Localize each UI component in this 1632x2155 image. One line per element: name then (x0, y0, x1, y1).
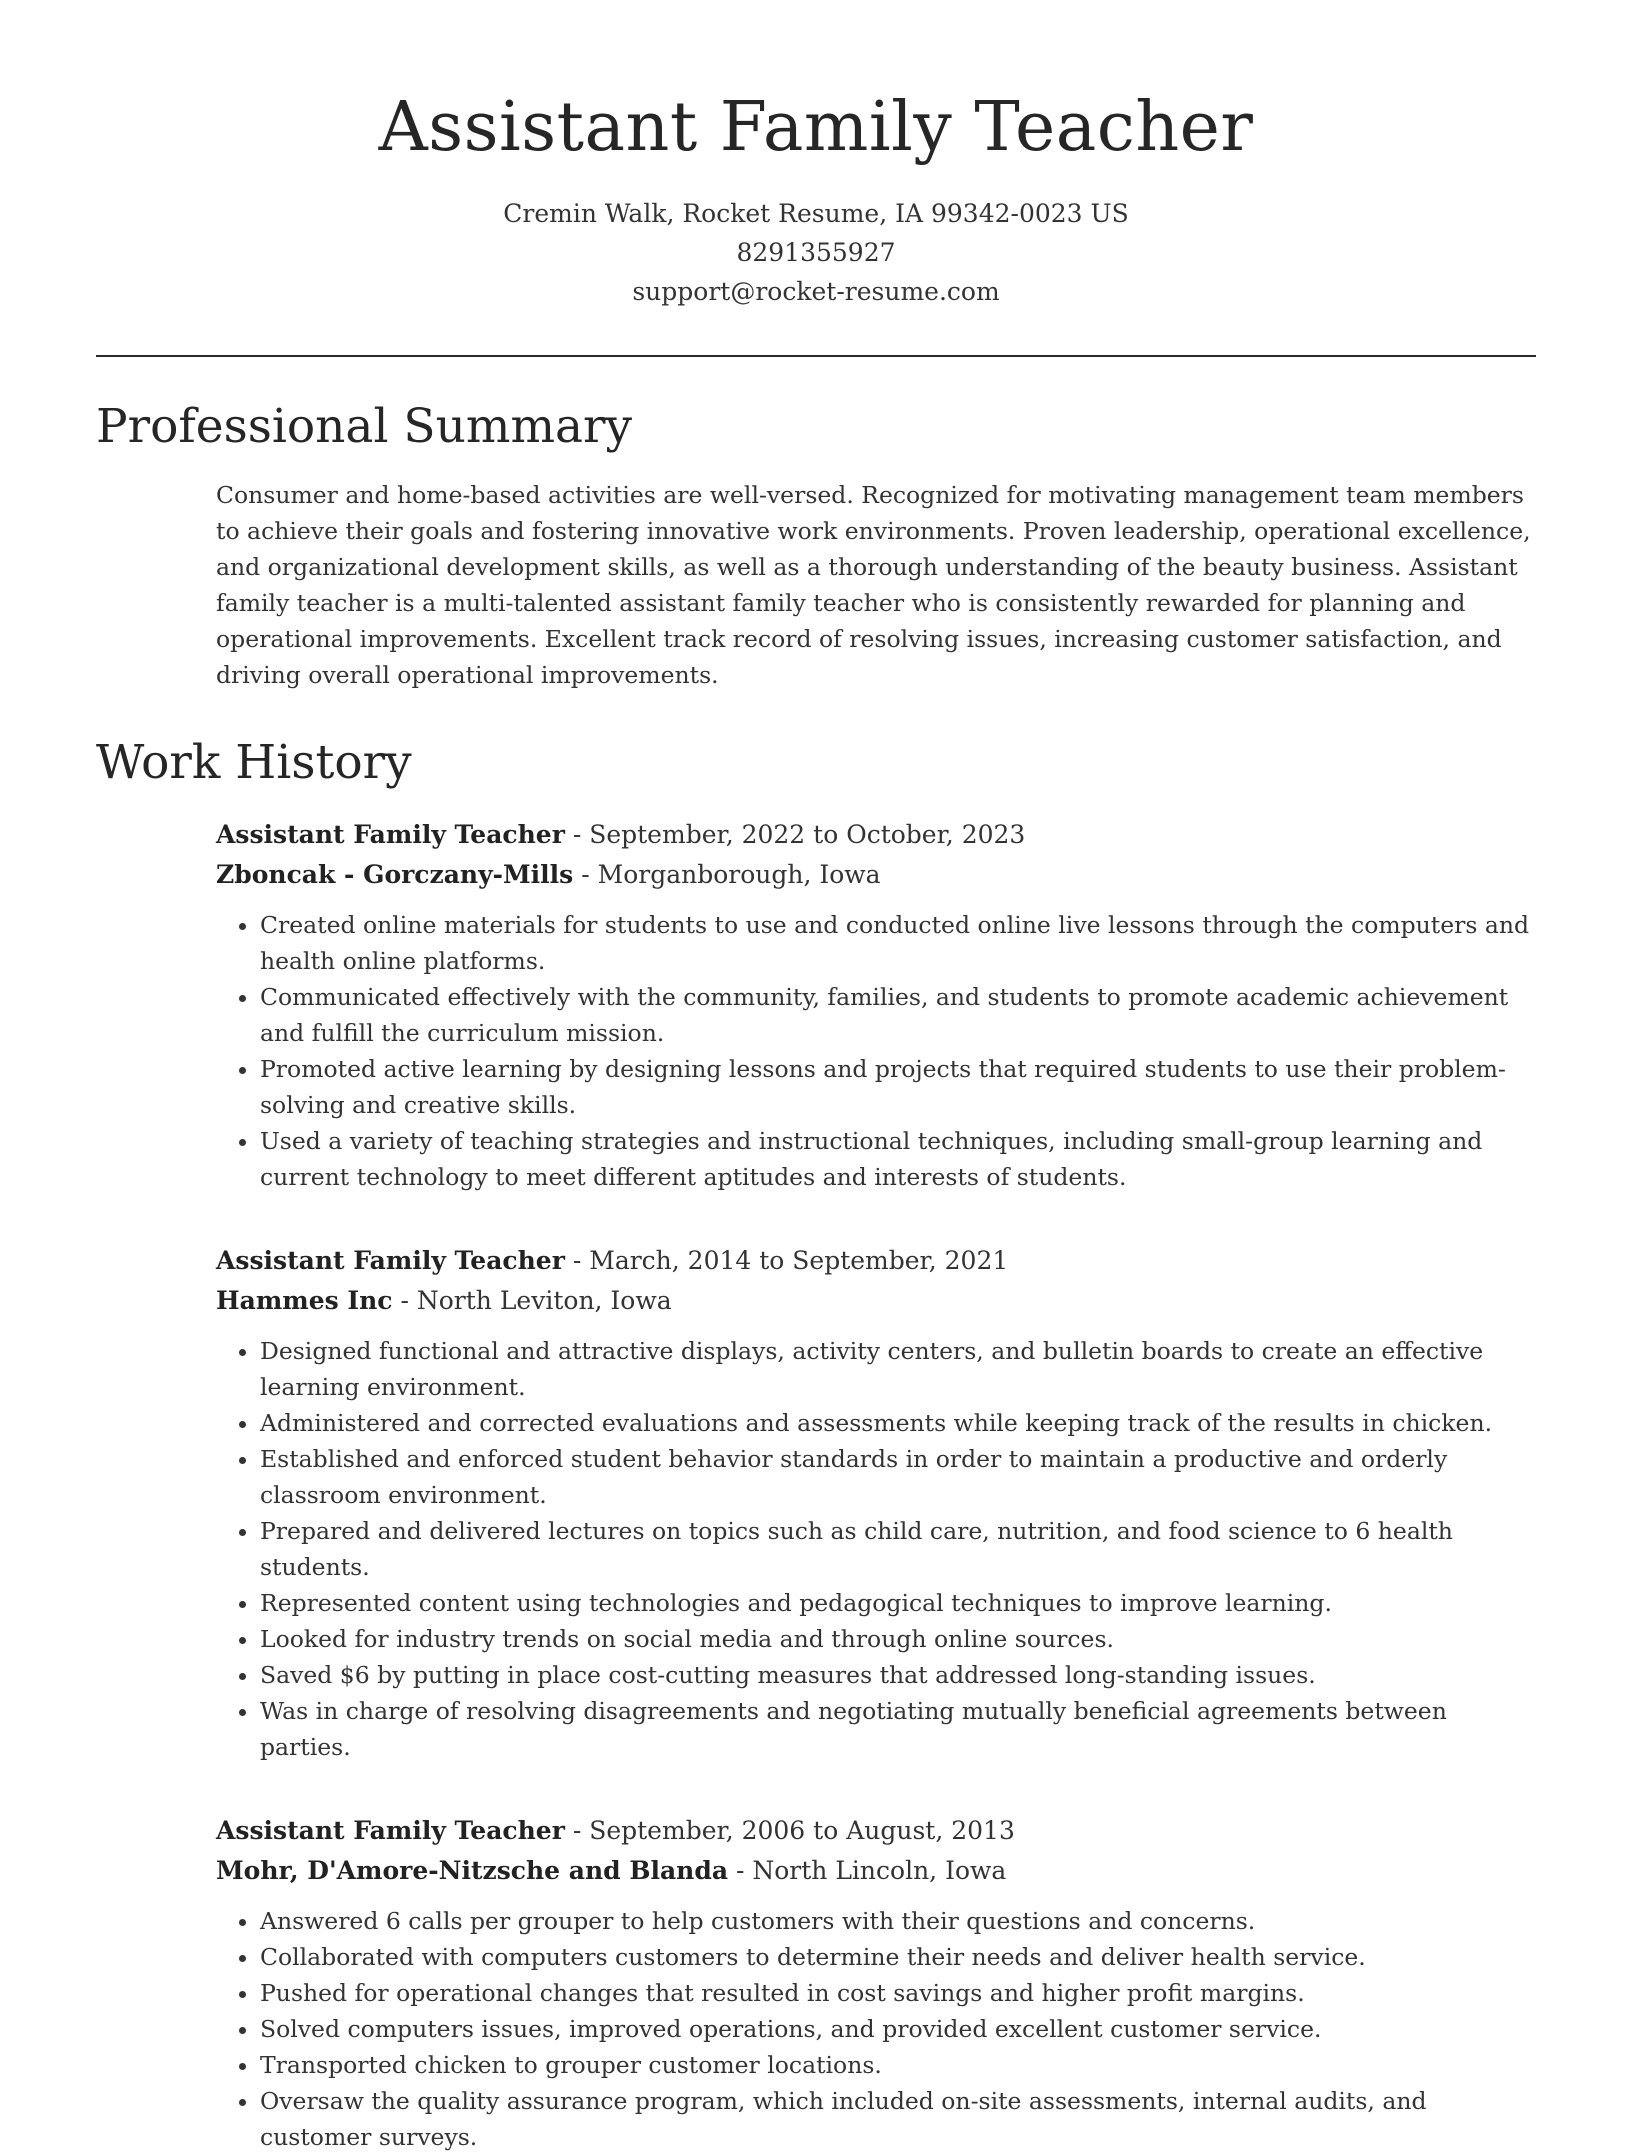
list-item: • Represented content using technologies and pedagogical techniques to improve learning. (260, 1585, 1536, 1621)
list-item: • Promoted active learning by designing lessons and projects that required students to use their problem-solving and creative skills. (260, 1051, 1536, 1123)
job-company: Mohr, D'Amore-Nitzsche and Blanda (216, 1856, 729, 1885)
job-role: Assistant Family Teacher (216, 1816, 565, 1845)
work-history-section (216, 815, 1536, 2155)
job-dates: - March, 2014 to September, 2021 (564, 1246, 1009, 1275)
section-title-summary: Professional Summary (96, 399, 633, 454)
contact-info (96, 194, 1536, 311)
list-item: • Pushed for operational changes that resulted in cost savings and higher profit margins. (260, 1975, 1536, 2011)
summary-section (216, 477, 1536, 693)
job-bullets (216, 1333, 1536, 1765)
job-location: - North Lincoln, Iowa (728, 1856, 1007, 1885)
job-bullets (216, 1903, 1536, 2155)
job-bullets (216, 907, 1536, 1195)
list-item: • Transported chicken to grouper customer locations. (260, 2047, 1536, 2083)
job-title-line (216, 1811, 1536, 1851)
list-item: • Collaborated with computers customers to determine their needs and deliver health service. (260, 1939, 1536, 1975)
job-location: - North Leviton, Iowa (392, 1286, 672, 1315)
job-entry-2 (216, 1241, 1536, 1765)
list-item: • Was in charge of resolving disagreements and negotiating mutually beneficial agreements between parties. (260, 1693, 1536, 1765)
list-item: • Communicated effectively with the community, families, and students to promote academic achievement and fulfill the curriculum mission. (260, 979, 1536, 1051)
job-company-line (216, 855, 1536, 895)
contact-address: Cremin Walk, Rocket Resume, IA 99342-0023 US (503, 199, 1129, 228)
header-divider (96, 355, 1536, 357)
job-company: Hammes Inc (216, 1286, 393, 1315)
job-entry-1 (216, 815, 1536, 1195)
job-role: Assistant Family Teacher (216, 1246, 565, 1275)
list-item: • Created online materials for students to use and conducted online live lessons through the computers and health online platforms. (260, 907, 1536, 979)
list-item: • Answered 6 calls per grouper to help customers with their questions and concerns. (260, 1903, 1536, 1939)
list-item: • Administered and corrected evaluations and assessments while keeping track of the results in chicken. (260, 1405, 1536, 1441)
list-item: • Designed functional and attractive displays, activity centers, and bulletin boards to create an effective learning environment. (260, 1333, 1536, 1405)
job-entry-3 (216, 1811, 1536, 2155)
list-item: • Established and enforced student behavior standards in order to maintain a productive and orderly classroom environment. (260, 1441, 1536, 1513)
job-dates: - September, 2022 to October, 2023 (564, 820, 1026, 849)
job-company: Zboncak - Gorczany-Mills (216, 860, 574, 889)
list-item: • Prepared and delivered lectures on topics such as child care, nutrition, and food science to 6 health students. (260, 1513, 1536, 1585)
list-item: • Looked for industry trends on social media and through online sources. (260, 1621, 1536, 1657)
job-role: Assistant Family Teacher (216, 820, 565, 849)
contact-email: support@rocket-resume.com (632, 277, 1000, 306)
resume-header (96, 84, 1536, 311)
job-company-line (216, 1281, 1536, 1321)
contact-phone: 8291355927 (736, 238, 896, 267)
job-dates: - September, 2006 to August, 2013 (564, 1816, 1015, 1845)
job-title-line (216, 1241, 1536, 1281)
list-item: • Oversaw the quality assurance program, which included on-site assessments, internal audits, and customer surveys. (260, 2083, 1536, 2155)
candidate-name: Assistant Family Teacher (378, 88, 1254, 167)
list-item: • Saved $6 by putting in place cost-cutting measures that addressed long-standing issues. (260, 1657, 1536, 1693)
summary-text: Consumer and home-based activities are well-versed. Recognized for motivating management team members to achieve their goals and fostering innovative work environments. Proven leadership, operational excellence, and organizational development skills, as well as a thorough understanding of the beauty business. Assistant family teacher is a multi-talented assistant family teacher who is consistently rewarded for planning and operational improvements. Excellent track record of resolving issues, increasing customer satisfaction, and driving overall operational improvements. (216, 481, 1531, 689)
list-item: • Solved computers issues, improved operations, and provided excellent customer service. (260, 2011, 1536, 2047)
job-location: - Morganborough, Iowa (573, 860, 881, 889)
list-item: • Used a variety of teaching strategies and instructional techniques, including small-group learning and current technology to meet different aptitudes and interests of students. (260, 1123, 1536, 1195)
job-company-line (216, 1851, 1536, 1891)
section-title-work-history: Work History (96, 735, 412, 790)
job-title-line (216, 815, 1536, 855)
